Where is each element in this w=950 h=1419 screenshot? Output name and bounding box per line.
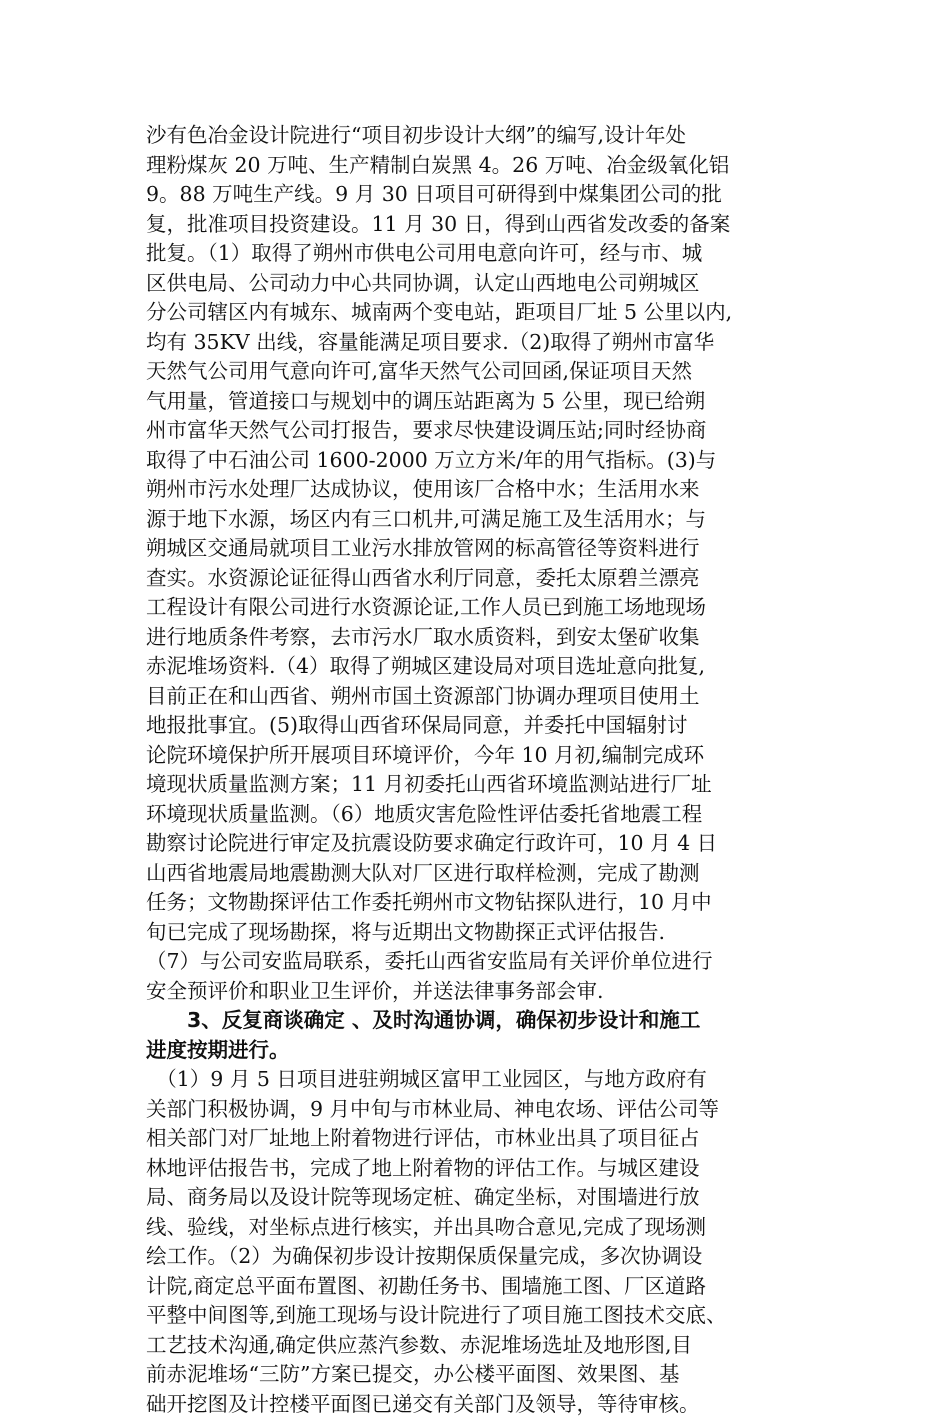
paragraph-line: 工艺技术沟通,确定供应蒸汽参数、赤泥堆场选址及地形图,目 bbox=[146, 1331, 826, 1361]
paragraph-line: 分公司辖区内有城东、城南两个变电站，距项目厂址 5 公里以内, bbox=[146, 298, 826, 328]
paragraph-line: 查实。水资源论证征得山西省水利厅同意，委托太原碧兰漂亮 bbox=[146, 564, 826, 594]
paragraph-line: 天然气公司用气意向许可,富华天然气公司回函,保证项目天然 bbox=[146, 357, 826, 387]
paragraph-line: （1）9 月 5 日项目进驻朔城区富甲工业园区，与地方政府有 bbox=[146, 1065, 826, 1095]
paragraph-line: 9。88 万吨生产线。9 月 30 日项目可研得到中煤集团公司的批 bbox=[146, 180, 826, 210]
paragraph-line: 计院,商定总平面布置图、初勘任务书、围墙施工图、厂区道路 bbox=[146, 1272, 826, 1302]
paragraph-line: 绘工作。（2）为确保初步设计按期保质保量完成，多次协调设 bbox=[146, 1242, 826, 1272]
paragraph-line: 地报批事宜。(5)取得山西省环保局同意，并委托中国辐射讨 bbox=[146, 711, 826, 741]
paragraph-line: 相关部门对厂址地上附着物进行评估，市林业出具了项目征占 bbox=[146, 1124, 826, 1154]
section-heading-line: 3、反复商谈确定 、及时沟通协调，确保初步设计和施工 bbox=[146, 1006, 826, 1036]
paragraph-line: 前赤泥堆场“三防”方案已提交，办公楼平面图、效果图、基 bbox=[146, 1360, 826, 1390]
paragraph-line: 旬已完成了现场勘探，将与近期出文物勘探正式评估报告. bbox=[146, 918, 826, 948]
paragraph-line: 复，批准项目投资建设。11 月 30 日，得到山西省发改委的备案 bbox=[146, 210, 826, 240]
paragraph-line: 关部门积极协调，9 月中旬与市林业局、神电农场、评估公司等 bbox=[146, 1095, 826, 1125]
paragraph-line: 工程设计有限公司进行水资源论证,工作人员已到施工场地现场 bbox=[146, 593, 826, 623]
paragraph-line: 平整中间图等,到施工现场与设计院进行了项目施工图技术交底、 bbox=[146, 1301, 826, 1331]
paragraph-line: 进行地质条件考察，去市污水厂取水质资料，到安太堡矿收集 bbox=[146, 623, 826, 653]
body-text bbox=[146, 121, 826, 1419]
paragraph-line: 任务；文物勘探评估工作委托朔州市文物钻探队进行，10 月中 bbox=[146, 888, 826, 918]
paragraph-line: 取得了中石油公司 1600-2000 万立方米/年的用气指标。(3)与 bbox=[146, 446, 826, 476]
paragraph-line: 均有 35KV 出线，容量能满足项目要求.（2)取得了朔州市富华 bbox=[146, 328, 826, 358]
paragraph-line: 线、验线，对坐标点进行核实，并出具吻合意见,完成了现场测 bbox=[146, 1213, 826, 1243]
paragraph-line: 州市富华天然气公司打报告，要求尽快建设调压站;同时经协商 bbox=[146, 416, 826, 446]
paragraph-line: 论院环境保护所开展项目环境评价，今年 10 月初,编制完成环 bbox=[146, 741, 826, 771]
paragraph-line: 安全预评价和职业卫生评价，并送法律事务部会审. bbox=[146, 977, 826, 1007]
paragraph-line: 朔城区交通局就项目工业污水排放管网的标高管径等资料进行 bbox=[146, 534, 826, 564]
paragraph-line: 勘察讨论院进行审定及抗震设防要求确定行政许可，10 月 4 日 bbox=[146, 829, 826, 859]
paragraph-line: 山西省地震局地震勘测大队对厂区进行取样检测，完成了勘测 bbox=[146, 859, 826, 889]
paragraph-line: 环境现状质量监测。（6）地质灾害危险性评估委托省地震工程 bbox=[146, 800, 826, 830]
paragraph-line: 境现状质量监测方案；11 月初委托山西省环境监测站进行厂址 bbox=[146, 770, 826, 800]
paragraph-line: 理粉煤灰 20 万吨、生产精制白炭黑 4。26 万吨、冶金级氧化铝 bbox=[146, 151, 826, 181]
paragraph-line: 朔州市污水处理厂达成协议，使用该厂合格中水；生活用水来 bbox=[146, 475, 826, 505]
paragraph-line: 批复。（1）取得了朔州市供电公司用电意向许可，经与市、城 bbox=[146, 239, 826, 269]
paragraph-line: 区供电局、公司动力中心共同协调，认定山西地电公司朔城区 bbox=[146, 269, 826, 299]
paragraph-line: 林地评估报告书，完成了地上附着物的评估工作。与城区建设 bbox=[146, 1154, 826, 1184]
paragraph-line: 目前正在和山西省、朔州市国土资源部门协调办理项目使用土 bbox=[146, 682, 826, 712]
section-heading-line: 进度按期进行。 bbox=[146, 1036, 826, 1066]
paragraph-line: 赤泥堆场资料.（4）取得了朔城区建设局对项目选址意向批复, bbox=[146, 652, 826, 682]
paragraph-line: （7）与公司安监局联系，委托山西省安监局有关评价单位进行 bbox=[146, 947, 826, 977]
paragraph-line: 础开挖图及计控楼平面图已递交有关部门及领导，等待审核。 bbox=[146, 1390, 826, 1419]
paragraph-line: 气用量，管道接口与规划中的调压站距离为 5 公里，现已给朔 bbox=[146, 387, 826, 417]
paragraph-line: 局、商务局以及设计院等现场定桩、确定坐标，对围墙进行放 bbox=[146, 1183, 826, 1213]
paragraph-line: 源于地下水源，场区内有三口机井,可满足施工及生活用水；与 bbox=[146, 505, 826, 535]
paragraph-line: 沙有色冶金设计院进行“项目初步设计大纲”的编写,设计年处 bbox=[146, 121, 826, 151]
